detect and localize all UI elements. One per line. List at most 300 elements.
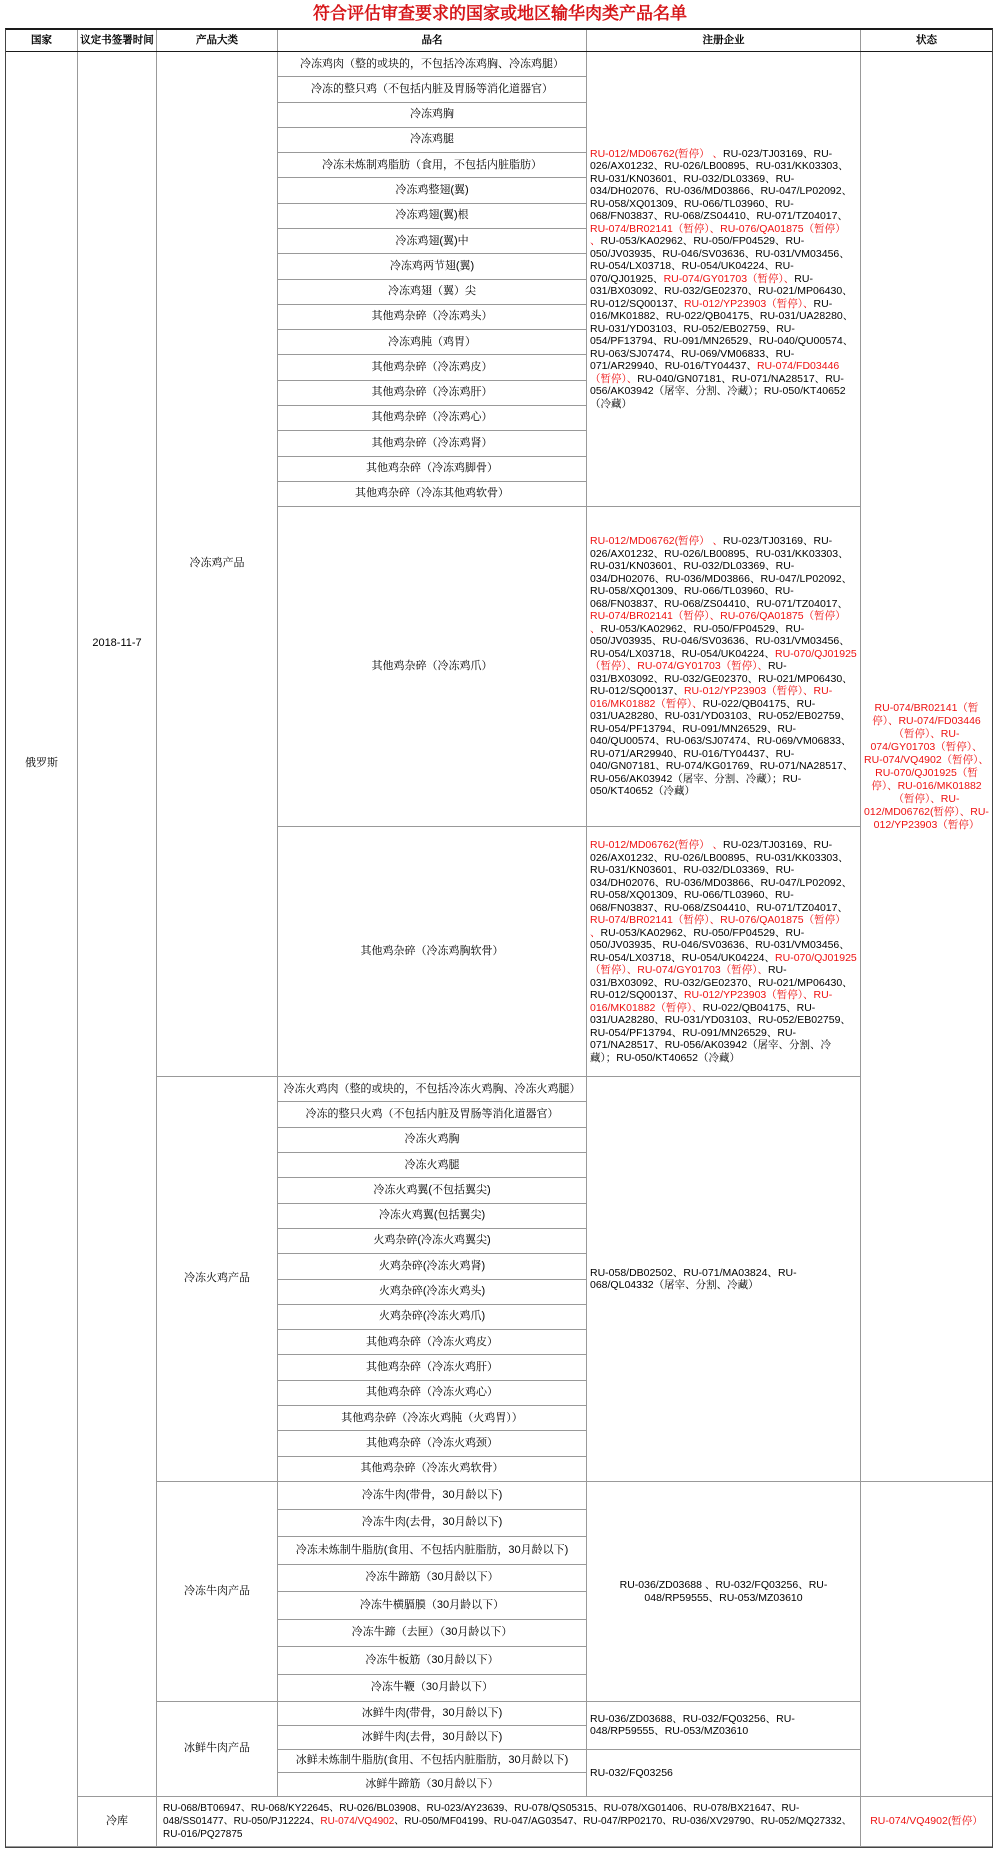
enterprise-code: RU-068/ZS04410、 bbox=[664, 210, 757, 223]
enterprise-code-suspended: RU-076/QA01875（暂停） 、 bbox=[590, 222, 846, 248]
enterprise-code: RU-056/AK03942（屠宰、分割、冷藏）； bbox=[590, 772, 783, 785]
enterprise-code: RU-056/AK03942（屠宰、分割、冷藏）； bbox=[590, 372, 844, 398]
enterprise-code: RU-034/DH02076、 bbox=[590, 864, 795, 889]
enterprise-code: RU-054/PF13794、 bbox=[590, 322, 795, 348]
row-group-frozen-chicken bbox=[157, 52, 861, 1077]
enterprise-code: RU-063/SJ07474、 bbox=[665, 735, 757, 748]
enterprise-code: RU-068/ZS04410、 bbox=[664, 597, 757, 610]
product-name: 其他鸡杂碎（冷冻火鸡软骨） bbox=[360, 1462, 504, 1475]
product-name: 冷冻牛鞭（30月龄以下） bbox=[370, 1681, 494, 1694]
beef-product-list bbox=[278, 1482, 587, 1702]
enterprise-code: RU-066/TL03960、 bbox=[683, 585, 776, 598]
product-row bbox=[278, 1675, 587, 1703]
category-frozen-chicken: 冷冻鸡产品 bbox=[157, 52, 278, 1077]
product-name: 冷冻鸡胸 bbox=[410, 108, 454, 121]
row-group-frozen-beef bbox=[157, 1482, 861, 1702]
product-row bbox=[278, 355, 587, 380]
enterprise-code: RU-031/YD03103、 bbox=[664, 710, 759, 723]
enterprise-code: RU-066/TL03960、 bbox=[683, 197, 776, 210]
turkey-product-list bbox=[278, 1077, 587, 1482]
product-name: 其他鸡杂碎（冷冻鸡皮） bbox=[371, 360, 493, 373]
enterprise-code: RU-047/LP02092、 bbox=[760, 572, 853, 585]
product-name: 火鸡杂碎(冷冻火鸡爪) bbox=[378, 1310, 486, 1323]
enterprise-code: RU-048/RP59555、RU-053/MZ03610 bbox=[644, 1578, 828, 1604]
product-row bbox=[278, 1102, 587, 1127]
product-name: 其他鸡杂碎（冷冻火鸡皮） bbox=[366, 1335, 498, 1348]
enterprise-code-suspended: RU-070/QJ01925（暂停）、 bbox=[871, 766, 978, 792]
enterprise-cell-chilled-1 bbox=[587, 1702, 861, 1750]
enterprise-code-suspended: RU-074/VQ4902（暂停）、 bbox=[864, 753, 989, 766]
header-category: 产品大类 bbox=[157, 30, 278, 51]
enterprise-code: RU-012/SQ00137、 bbox=[590, 989, 684, 1001]
product-name: 冷冻火鸡腿 bbox=[404, 1158, 460, 1171]
product-row bbox=[278, 1431, 587, 1456]
enterprise-code: RU-023/TJ03169、 bbox=[723, 535, 814, 548]
product-name: 冷冻牛肉(带骨，30月龄以下) bbox=[361, 1488, 503, 1501]
enterprise-code: RU-054/UK04224、 bbox=[681, 647, 776, 660]
enterprise-code: RU-066/TL03960、 bbox=[683, 889, 776, 901]
enterprise-code-suspended: RU-070/QJ01925（暂停）、 bbox=[590, 647, 857, 673]
product-name: 冰鲜牛蹄筋（30月龄以下） bbox=[365, 1778, 499, 1791]
enterprise-code: RU-050/KT40652（冷藏） bbox=[590, 385, 846, 410]
chilled-product-list-2 bbox=[278, 1750, 587, 1798]
enterprise-code: RU-026/AX01232、 bbox=[590, 839, 833, 864]
enterprise-code-suspended: RU-074/BR02141（暂停）、 bbox=[590, 610, 721, 623]
page-title: 符合评估审查要求的国家或地区输华肉类产品名单 bbox=[313, 4, 687, 23]
product-name: 其他鸡杂碎（冷冻其他鸡软骨） bbox=[355, 487, 509, 500]
enterprise-code-suspended: RU-074/GY01703（暂停）、 bbox=[637, 964, 768, 976]
enterprise-code: RU-068/KY22645、 bbox=[250, 1803, 340, 1814]
product-row bbox=[278, 1620, 587, 1648]
enterprise-code-suspended: RU-074/GY01703（暂停）、 bbox=[663, 272, 795, 285]
row-group-frozen-turkey bbox=[157, 1077, 861, 1482]
enterprise-cell-beef bbox=[587, 1482, 861, 1702]
enterprise-code: RU-074/KG01769、 bbox=[665, 760, 760, 773]
enterprise-code: RU-032/GE02370、 bbox=[664, 672, 759, 685]
product-name: 冷冻鸡翅(翼)根 bbox=[395, 209, 469, 222]
enterprise-code: RU-032/GE02370、 bbox=[664, 285, 759, 298]
product-row bbox=[278, 1457, 587, 1482]
enterprise-code: RU-078/XG01406、 bbox=[603, 1803, 694, 1814]
products-table bbox=[5, 28, 993, 1848]
enterprise-code: RU-054/UK04224、 bbox=[681, 260, 776, 273]
enterprise-code: RU-071/AR29940、 bbox=[590, 747, 684, 760]
enterprise-code: RU-036/ZD03688、RU-032/FQ03256、 bbox=[590, 1712, 777, 1725]
row-cold-store bbox=[78, 1797, 992, 1847]
status-cell-cold-store bbox=[861, 1797, 992, 1847]
enterprise-code: RU-071/TZ04017、 bbox=[756, 210, 848, 223]
enterprise-code: RU-016/MK01882、 bbox=[590, 297, 833, 323]
product-name: 冷冻鸡翅(翼)中 bbox=[395, 234, 469, 247]
product-name: 火鸡杂碎(冷冻火鸡头) bbox=[378, 1285, 486, 1298]
enterprise-code-suspended: RU-074/GY01703（暂停）、 bbox=[637, 660, 768, 673]
product-row bbox=[278, 1355, 587, 1380]
enterprise-code-suspended: RU-012/YP23903（暂停）、 bbox=[683, 297, 814, 310]
category-frozen-turkey: 冷冻火鸡产品 bbox=[157, 1077, 278, 1482]
product-name: 冷冻鸡两节翅(翼) bbox=[389, 259, 475, 272]
enterprise-code: RU-031/KN03601、 bbox=[590, 560, 684, 573]
enterprise-code: RU-054/LX03718、 bbox=[590, 647, 682, 660]
product-row bbox=[278, 1254, 587, 1279]
product-row bbox=[278, 204, 587, 229]
enterprise-code-suspended: RU-012/YP23903（暂停） bbox=[873, 805, 989, 831]
enterprise-code-suspended: RU-070/QJ01925（暂停）、 bbox=[590, 951, 857, 976]
enterprise-code: RU-032/GE02370、 bbox=[664, 976, 759, 989]
category-chilled-beef: 冰鲜牛肉产品 bbox=[157, 1702, 278, 1797]
enterprise-code: RU-036/MD03866、 bbox=[665, 185, 761, 198]
product-name: 火鸡杂碎(冷冻火鸡肾) bbox=[378, 1259, 486, 1272]
enterprise-code-suspended: RU-012/MD06762(暂停） 、 bbox=[590, 147, 724, 160]
product-name: 冷冻火鸡肉（整的或块的，不包括冷冻火鸡胸、冷冻火鸡腿） bbox=[283, 1082, 581, 1095]
enterprise-code: RU-023/TJ03169、 bbox=[723, 147, 814, 160]
product-row bbox=[278, 52, 587, 77]
enterprise-code: RU-054/LX03718、 bbox=[590, 260, 682, 273]
enterprise-code: RU-058/XQ01309、 bbox=[590, 197, 684, 210]
enterprise-code: RU-031/UA28280、 bbox=[759, 310, 854, 323]
enterprise-code: RU-050/JV03935、 bbox=[590, 622, 805, 648]
enterprise-code: RU-050/PJ12224、 bbox=[233, 1816, 321, 1827]
cold-store-label: 冷库 bbox=[78, 1797, 157, 1847]
product-row bbox=[278, 1565, 587, 1593]
product-name: 冷冻火鸡翼(包括翼尖) bbox=[378, 1209, 486, 1222]
enterprise-code: RU-078/BX21647、 bbox=[693, 1803, 782, 1814]
enterprise-code-suspended: RU-016/MK01882（暂停）、 bbox=[893, 779, 982, 805]
enterprise-code: RU-022/QB04175、 bbox=[665, 310, 760, 323]
product-row bbox=[278, 1510, 587, 1538]
enterprise-code: RU-040/QU00574、 bbox=[758, 335, 854, 348]
header-registered-enterprise: 注册企业 bbox=[587, 30, 861, 51]
enterprise-code: RU-070/QJ01925、 bbox=[590, 260, 794, 285]
enterprise-code: RU-053/KA02962、 bbox=[600, 235, 694, 248]
enterprise-code: RU-071/TZ04017、 bbox=[756, 597, 848, 610]
country-label: 俄罗斯 bbox=[25, 757, 58, 769]
enterprise-code: RU-026/LB00895、 bbox=[664, 851, 756, 864]
enterprise-code: RU-036/XV29790、 bbox=[672, 1816, 761, 1827]
product-name: 冷冻的整只火鸡（不包括内脏及胃肠等消化道器官） bbox=[305, 1107, 559, 1120]
enterprise-code: RU-071/NA28517、 bbox=[590, 1026, 797, 1051]
enterprise-code-suspended: RU-074/FD03446（暂停）、 bbox=[893, 714, 981, 740]
enterprise-code: RU-068/QL04332（屠宰、分割、冷藏） bbox=[590, 1266, 797, 1291]
product-row bbox=[278, 457, 587, 482]
enterprise-code: RU-016/TY04437、 bbox=[683, 747, 776, 760]
product-name: 其他鸡杂碎（冷冻火鸡心） bbox=[366, 1386, 498, 1399]
enterprise-code: RU-068/BT06947、 bbox=[163, 1803, 251, 1814]
enterprise-code: RU-031/UA28280、 bbox=[590, 697, 816, 723]
enterprise-code: RU-052/EB02759、 bbox=[683, 322, 777, 335]
product-name: 其他鸡杂碎（冷冻火鸡肝） bbox=[366, 1361, 498, 1373]
enterprise-code: RU-031/BX03092、 bbox=[590, 660, 787, 685]
enterprise-code: RU-050/FP04529、 bbox=[693, 926, 786, 939]
enterprise-code: RU-023/AY23639、 bbox=[426, 1803, 515, 1814]
enterprise-code-suspended: RU-074/VQ4902 bbox=[320, 1816, 395, 1827]
enterprise-code: RU-050/KT40652（冷藏） bbox=[590, 772, 802, 798]
header-sign-date: 议定书签署时间 bbox=[78, 30, 157, 51]
product-row bbox=[278, 406, 587, 431]
enterprise-code: RU-031/KN03601、 bbox=[590, 172, 684, 185]
enterprise-code: RU-050/FP04529、 bbox=[693, 235, 786, 248]
enterprise-code: RU-050/JV03935、 bbox=[590, 235, 805, 260]
enterprise-code: RU-058/XQ01309、 bbox=[590, 585, 684, 598]
enterprise-code: RU-031/VM03456、 bbox=[755, 247, 850, 260]
product-row bbox=[278, 1229, 587, 1254]
header-country: 国家 bbox=[6, 30, 78, 51]
product-name: 其他鸡杂碎（冷冻火鸡肫（火鸡胃）） bbox=[341, 1411, 523, 1424]
enterprise-code: RU-031/YD03103、 bbox=[664, 1014, 759, 1026]
enterprise-code: RU-016/TY04437、 bbox=[664, 360, 757, 373]
product-row bbox=[278, 1482, 587, 1510]
product-row bbox=[278, 254, 587, 279]
product-row bbox=[278, 1750, 587, 1774]
enterprise-cell-chicken-main bbox=[587, 52, 861, 507]
product-row bbox=[278, 1204, 587, 1229]
enterprise-code: RU-058/DB02502、RU-071/MA03824、 bbox=[590, 1266, 778, 1279]
enterprise-code-suspended: RU-012/YP23903（暂停）、 bbox=[683, 989, 814, 1001]
enterprise-code: RU-058/XQ01309、 bbox=[590, 889, 684, 901]
row-group-beef bbox=[157, 1482, 992, 1797]
enterprise-code-suspended: RU-012/MD06762(暂停） 、 bbox=[590, 535, 724, 548]
enterprise-code-suspended: RU-074/BR02141（暂停）、 bbox=[590, 222, 721, 235]
enterprise-code: RU-031/BX03092、 bbox=[590, 272, 813, 298]
enterprise-cell-cold-store bbox=[157, 1797, 861, 1847]
enterprise-code: RU-068/FN03837、 bbox=[590, 197, 794, 223]
enterprise-code: RU-052/EB02759、 bbox=[758, 1014, 851, 1026]
header-product-name: 品名 bbox=[278, 30, 587, 51]
enterprise-code: RU-031/KK03303、 bbox=[755, 851, 849, 864]
enterprise-code: RU-021/MP06430、 bbox=[758, 672, 853, 685]
enterprise-code-suspended: RU-012/YP23903（暂停）、 bbox=[683, 685, 814, 698]
product-row bbox=[278, 381, 587, 406]
enterprise-cell-chicken-cartilage bbox=[587, 827, 861, 1077]
enterprise-code: RU-016/PQ27875 bbox=[163, 1829, 243, 1840]
product-name: 冷冻牛板筋（30月龄以下） bbox=[365, 1653, 499, 1666]
enterprise-code: RU-036/ZD03688 、RU-032/FQ03256、 bbox=[619, 1578, 809, 1591]
enterprise-code-suspended: RU-016/MK01882（暂停）、 bbox=[590, 989, 833, 1014]
product-row bbox=[278, 1406, 587, 1431]
enterprise-code: RU-026/AX01232、 bbox=[590, 535, 833, 560]
product-name: 冷冻火鸡翼(不包括翼尖) bbox=[373, 1183, 491, 1196]
enterprise-code: RU-050/KT40652（冷藏） bbox=[616, 1051, 740, 1064]
chilled-product-list-1 bbox=[278, 1702, 587, 1750]
enterprise-code: RU-026/LB00895、 bbox=[664, 547, 756, 560]
enterprise-code-suspended: RU-012/MD06762(暂停）、 bbox=[864, 792, 971, 818]
row-group-poultry bbox=[157, 52, 992, 1482]
row-group-chilled-beef bbox=[157, 1702, 861, 1797]
enterprise-code: RU-032/DL03369、 bbox=[683, 560, 776, 573]
enterprise-code: RU-047/RP02170、 bbox=[583, 1816, 673, 1827]
enterprise-code: RU-091/MN26529、 bbox=[663, 335, 759, 348]
enterprise-code: RU-050/JV03935、 bbox=[590, 926, 805, 951]
product-row bbox=[278, 1128, 587, 1153]
enterprise-code: RU-023/TJ03169、 bbox=[723, 839, 814, 851]
enterprise-code: RU-036/MD03866、 bbox=[665, 572, 761, 585]
enterprise-code: RU-054/LX03718、 bbox=[590, 951, 682, 964]
enterprise-code: RU-046/SV03636、 bbox=[662, 635, 756, 648]
enterprise-code: RU-036/MD03866、 bbox=[665, 876, 761, 889]
product-name: 冷冻牛肉(去骨，30月龄以下) bbox=[361, 1516, 503, 1529]
product-name: 其他鸡杂碎（冷冻鸡心） bbox=[371, 411, 493, 424]
enterprise-code: RU-031/KK03303、 bbox=[755, 160, 849, 173]
product-row bbox=[278, 482, 587, 507]
enterprise-code: RU-040/GN07181、 bbox=[637, 372, 732, 385]
product-row bbox=[278, 330, 587, 355]
enterprise-code: RU-031/KN03601、 bbox=[590, 864, 684, 876]
product-name: 其他鸡杂碎（冷冻鸡肝） bbox=[371, 386, 493, 399]
product-name: 冰鲜牛肉(带骨，30月龄以下) bbox=[361, 1706, 503, 1719]
product-row bbox=[278, 431, 587, 456]
enterprise-code: RU-026/AX01232、 bbox=[590, 147, 833, 173]
enterprise-code: RU-047/LP02092、 bbox=[760, 185, 853, 198]
enterprise-code: RU-071/NA28517、 bbox=[731, 372, 826, 385]
product-name: 其他鸡杂碎（冷冻鸡肾） bbox=[371, 436, 493, 449]
product-chicken-claw: 其他鸡杂碎（冷冻鸡爪） bbox=[278, 507, 587, 827]
product-name: 冰鲜牛肉(去骨，30月龄以下) bbox=[361, 1730, 503, 1743]
table-body bbox=[6, 52, 992, 1847]
product-row bbox=[278, 1280, 587, 1305]
enterprise-code: RU-053/KA02962、 bbox=[600, 926, 694, 939]
enterprise-code: RU-068/FN03837、 bbox=[590, 889, 794, 914]
product-row bbox=[278, 1773, 587, 1797]
enterprise-code: RU-050/FP04529、 bbox=[693, 622, 786, 635]
enterprise-code: RU-046/SV03636、 bbox=[662, 939, 756, 951]
product-row bbox=[278, 1153, 587, 1178]
enterprise-code: RU-040/GN07181、 bbox=[590, 747, 795, 773]
enterprise-code: RU-069/VM06833、 bbox=[681, 347, 776, 360]
enterprise-code: RU-031/YD03103、 bbox=[590, 322, 684, 335]
product-name: 冰鲜未炼制牛脂肪(食用、不包括内脏脂肪，30月龄以下) bbox=[295, 1754, 569, 1767]
product-row bbox=[278, 77, 587, 102]
product-name: 冷冻火鸡胸 bbox=[404, 1133, 460, 1146]
product-row bbox=[278, 305, 587, 330]
enterprise-code: RU-068/ZS04410、 bbox=[664, 901, 757, 914]
product-name: 冷冻未炼制牛脂肪(食用、不包括内脏脂肪，30月龄以下) bbox=[295, 1543, 569, 1556]
product-name: 冷冻鸡腿 bbox=[410, 133, 454, 146]
sign-date-cell bbox=[78, 52, 157, 1797]
product-name: 冷冻牛蹄（去匣）（30月龄以下） bbox=[351, 1626, 513, 1639]
enterprise-code: RU-063/SJ07474、 bbox=[590, 347, 682, 360]
enterprise-code: RU-071/TZ04017、 bbox=[756, 901, 848, 914]
enterprise-code: RU-071/AR29940、 bbox=[590, 347, 795, 373]
enterprise-code-suspended: RU-016/MK01882（暂停）、 bbox=[590, 685, 833, 710]
enterprise-code-suspended: RU-074/BR02141（暂停）、 bbox=[872, 701, 979, 727]
enterprise-code-suspended: RU-076/QA01875（暂停） 、 bbox=[590, 610, 846, 635]
enterprise-code: RU-032/DL03369、 bbox=[683, 864, 776, 876]
enterprise-code: RU-026/BL03908、 bbox=[339, 1803, 427, 1814]
enterprise-code: RU-091/MN26529、 bbox=[682, 1026, 778, 1039]
enterprise-code: RU-069/VM06833、 bbox=[756, 735, 852, 748]
enterprise-code: RU-021/MP06430、 bbox=[758, 976, 853, 989]
enterprise-code: RU-032/FQ03256 bbox=[590, 1766, 673, 1779]
product-name: 冷冻鸡肫（鸡胃） bbox=[388, 335, 476, 348]
product-row bbox=[278, 103, 587, 128]
status-cell-poultry bbox=[861, 52, 992, 1482]
product-name: 其他鸡杂碎（冷冻火鸡颈） bbox=[366, 1436, 498, 1449]
header-status: 状态 bbox=[861, 30, 992, 51]
enterprise-code-suspended: RU-012/MD06762(暂停） 、 bbox=[590, 839, 724, 851]
product-name: 其他鸡杂碎（冷冻鸡脚骨） bbox=[366, 462, 498, 475]
product-row bbox=[278, 1702, 587, 1726]
product-name: 冷冻鸡整翅(翼) bbox=[395, 183, 469, 196]
enterprise-code-suspended: RU-074/BR02141（暂停）、 bbox=[590, 914, 721, 926]
enterprise-code-suspended: RU-074/GY01703（暂停）、 bbox=[870, 727, 983, 753]
enterprise-code: RU-056/AK03942（屠宰、分割、冷藏）； bbox=[590, 1039, 832, 1064]
enterprise-code: RU-040/QU00574、 bbox=[590, 722, 797, 748]
product-name: 冷冻鸡肉（整的或块的，不包括冷冻鸡胸、冷冻鸡腿） bbox=[300, 57, 564, 70]
enterprise-code: RU-068/FN03837、 bbox=[590, 585, 794, 610]
enterprise-code: RU-031/KK03303、 bbox=[755, 547, 849, 560]
enterprise-code: RU-026/LB00895、 bbox=[664, 160, 756, 173]
enterprise-code: RU-022/QB04175、 bbox=[702, 1001, 797, 1014]
category-frozen-beef: 冷冻牛肉产品 bbox=[157, 1482, 278, 1702]
enterprise-code: RU-031/BX03092、 bbox=[590, 964, 787, 989]
enterprise-code: RU-031/UA28280、 bbox=[590, 1001, 816, 1026]
product-row bbox=[278, 1178, 587, 1203]
enterprise-code: RU-047/LP02092、 bbox=[760, 876, 853, 889]
product-row bbox=[278, 1726, 587, 1750]
product-row bbox=[278, 1077, 587, 1102]
enterprise-code: RU-046/SV03636、 bbox=[662, 247, 756, 260]
product-name: 冷冻的整只鸡（不包括内脏及胃肠等消化道器官） bbox=[311, 82, 553, 95]
product-row bbox=[278, 1647, 587, 1675]
product-row bbox=[278, 1537, 587, 1565]
product-row bbox=[278, 229, 587, 254]
enterprise-code: 、RU-050/MF04199、 bbox=[394, 1816, 494, 1827]
chicken-product-list bbox=[278, 52, 587, 507]
product-name: 冷冻牛蹄筋（30月龄以下） bbox=[365, 1571, 499, 1584]
product-row bbox=[278, 1305, 587, 1330]
product-name: 冷冻鸡翅（翼）尖 bbox=[388, 285, 476, 298]
enterprise-code: RU-054/PF13794、 bbox=[590, 722, 683, 735]
product-row bbox=[278, 128, 587, 153]
product-row bbox=[278, 178, 587, 203]
enterprise-code: RU-052/EB02759、 bbox=[758, 710, 851, 723]
enterprise-code: RU-034/DH02076、 bbox=[590, 560, 795, 585]
enterprise-cell-chilled-2 bbox=[587, 1750, 861, 1798]
product-name: 冷冻未炼制鸡脂肪（食用，不包括内脏脂肪） bbox=[322, 158, 542, 171]
enterprise-code-suspended: RU-076/QA01875（暂停） 、 bbox=[590, 914, 846, 939]
product-name: 冷冻牛横膈膜（30月龄以下） bbox=[359, 1598, 505, 1611]
enterprise-cell-turkey bbox=[587, 1077, 861, 1482]
enterprise-code: RU-031/VM03456、 bbox=[755, 939, 850, 951]
product-chicken-breast-cartilage: 其他鸡杂碎（冷冻鸡胸软骨） bbox=[278, 827, 587, 1077]
enterprise-code: RU-031/VM03456、 bbox=[755, 635, 850, 648]
status-cell-beef-empty bbox=[861, 1482, 992, 1797]
enterprise-code: RU-012/SQ00137、 bbox=[590, 297, 684, 310]
enterprise-code: RU-054/PF13794、 bbox=[590, 1026, 683, 1039]
sign-date-label: 2018-11-7 bbox=[92, 637, 142, 649]
enterprise-code: RU-052/MQ27332、 bbox=[760, 1816, 852, 1827]
product-row bbox=[278, 1330, 587, 1355]
product-row bbox=[278, 280, 587, 305]
enterprise-code: RU-022/QB04175、 bbox=[702, 697, 797, 710]
enterprise-code: RU-071/NA28517、 bbox=[759, 760, 854, 773]
product-row bbox=[278, 153, 587, 178]
enterprise-code: RU-048/SS01477、 bbox=[163, 1803, 800, 1827]
enterprise-code: RU-021/MP06430、 bbox=[758, 285, 853, 298]
enterprise-code: RU-034/DH02076、 bbox=[590, 172, 795, 198]
enterprise-code: RU-078/QS05315、 bbox=[514, 1803, 604, 1814]
product-name: 火鸡杂碎(冷冻火鸡翼尖) bbox=[373, 1234, 491, 1247]
enterprise-code-suspended: RU-074/VQ4902(暂停） bbox=[870, 1815, 983, 1827]
enterprise-code: RU-053/KA02962、 bbox=[600, 622, 694, 635]
enterprise-cell-chicken-claw bbox=[587, 507, 861, 827]
enterprise-code-suspended: RU-074/FD03446（暂停）、 bbox=[590, 360, 840, 385]
country-cell bbox=[6, 52, 78, 1847]
enterprise-code: RU-012/SQ00137、 bbox=[590, 685, 684, 698]
product-row bbox=[278, 1592, 587, 1620]
enterprise-code: RU-048/RP59555、RU-053/MZ03610 bbox=[590, 1712, 795, 1738]
product-name: 其他鸡杂碎（冷冻鸡头） bbox=[371, 310, 493, 323]
enterprise-code: RU-032/DL03369、 bbox=[683, 172, 776, 185]
